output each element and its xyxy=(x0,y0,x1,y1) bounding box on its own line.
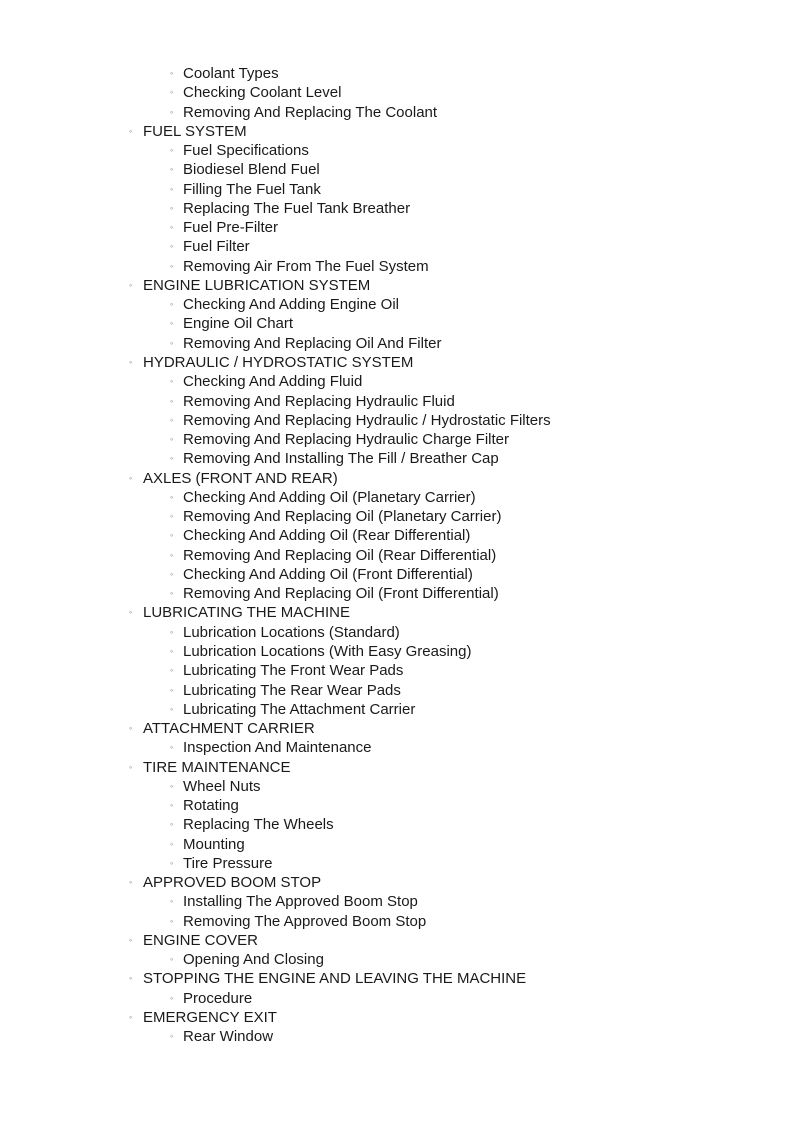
bullet-icon: ◦ xyxy=(129,279,133,290)
bullet-icon: ◦ xyxy=(129,356,133,367)
outline-subitem xyxy=(0,430,794,449)
outline-subitem xyxy=(0,488,794,507)
outline-subitem xyxy=(0,642,794,661)
bullet-icon: ◦ xyxy=(170,491,174,502)
bullet-icon: ◦ xyxy=(170,703,174,714)
subitem-label: Opening And Closing xyxy=(183,951,324,969)
bullet-icon: ◦ xyxy=(129,125,133,136)
outline-section xyxy=(0,122,794,141)
bullet-icon: ◦ xyxy=(170,549,174,560)
outline-section xyxy=(0,873,794,892)
subitem-label: Procedure xyxy=(183,989,253,1007)
bullet-icon: ◦ xyxy=(170,337,174,348)
outline-subitem xyxy=(0,835,794,854)
bullet-icon: ◦ xyxy=(170,568,174,579)
outline-subitem xyxy=(0,546,794,565)
bullet-icon: ◦ xyxy=(170,434,174,445)
subitem-label: Removing And Replacing Oil (Rear Differential) xyxy=(183,546,497,564)
subitem-label: Filling The Fuel Tank xyxy=(183,180,321,198)
outline-subitem xyxy=(0,314,794,333)
bullet-icon: ◦ xyxy=(170,1031,174,1042)
subitem-label: Removing And Replacing The Coolant xyxy=(183,103,438,121)
outline-subitem xyxy=(0,411,794,430)
subitem-label: Lubricating The Rear Wear Pads xyxy=(183,681,401,699)
outline-subitem xyxy=(0,237,794,256)
bullet-icon: ◦ xyxy=(170,395,174,406)
subitem-label: Coolant Types xyxy=(183,65,279,82)
bullet-icon: ◦ xyxy=(129,877,133,888)
outline-subitem xyxy=(0,334,794,353)
outline-subitem xyxy=(0,507,794,526)
subitem-label: Checking And Adding Oil (Front Differential) xyxy=(183,565,473,583)
outline-subitem xyxy=(0,160,794,179)
outline-section xyxy=(0,969,794,988)
subitem-label: Engine Oil Chart xyxy=(183,315,294,333)
subitem-label: Wheel Nuts xyxy=(183,777,261,795)
section-title: EMERGENCY EXIT xyxy=(143,1009,277,1027)
outline-subitem xyxy=(0,1027,794,1046)
subitem-label: Fuel Pre-Filter xyxy=(183,219,279,237)
bullet-icon: ◦ xyxy=(170,645,174,656)
outline-section xyxy=(0,1008,794,1027)
outline-subitem xyxy=(0,623,794,642)
subitem-label: Lubricating The Attachment Carrier xyxy=(183,700,416,718)
outline-section xyxy=(0,931,794,950)
bullet-icon: ◦ xyxy=(170,68,174,78)
bullet-icon: ◦ xyxy=(170,202,174,213)
bullet-icon: ◦ xyxy=(170,800,174,811)
bullet-icon: ◦ xyxy=(129,973,133,984)
section-title: TIRE MAINTENANCE xyxy=(143,758,291,776)
subitem-label: Checking Coolant Level xyxy=(183,84,342,102)
bullet-icon: ◦ xyxy=(170,511,174,522)
outline-subitem xyxy=(0,892,794,911)
subitem-label: Lubricating The Front Wear Pads xyxy=(183,662,404,680)
bullet-icon: ◦ xyxy=(170,684,174,695)
outline-subitem xyxy=(0,565,794,584)
outline-subitem xyxy=(0,526,794,545)
outline-subitem xyxy=(0,218,794,237)
bullet-icon: ◦ xyxy=(170,857,174,868)
outline-section xyxy=(0,276,794,295)
outline-subitem xyxy=(0,392,794,411)
subitem-label: Tire Pressure xyxy=(183,854,273,872)
bullet-icon: ◦ xyxy=(170,626,174,637)
bullet-icon: ◦ xyxy=(170,588,174,599)
section-title: APPROVED BOOM STOP xyxy=(143,874,322,892)
bullet-icon: ◦ xyxy=(170,145,174,156)
subitem-label: Fuel Specifications xyxy=(183,142,309,160)
bullet-icon: ◦ xyxy=(170,742,174,753)
outline-subitem xyxy=(0,449,794,468)
subitem-label: Removing And Replacing Oil (Front Differential) xyxy=(183,585,499,603)
subitem-label: Replacing The Fuel Tank Breather xyxy=(183,199,411,217)
document-page xyxy=(0,64,794,1047)
subitem-label: Removing The Approved Boom Stop xyxy=(183,912,427,930)
outline-subitem xyxy=(0,700,794,719)
subitem-label: Rear Window xyxy=(183,1028,274,1046)
outline-subitem xyxy=(0,815,794,834)
section-title: FUEL SYSTEM xyxy=(143,122,247,140)
bullet-icon: ◦ xyxy=(170,414,174,425)
bullet-icon: ◦ xyxy=(170,376,174,387)
bullet-icon: ◦ xyxy=(129,761,133,772)
bullet-icon: ◦ xyxy=(170,164,174,175)
bullet-icon: ◦ xyxy=(170,453,174,464)
outline-subitem xyxy=(0,796,794,815)
outline-subitem xyxy=(0,372,794,391)
bullet-icon: ◦ xyxy=(170,992,174,1003)
outline-subitem xyxy=(0,989,794,1008)
bullet-icon: ◦ xyxy=(170,530,174,541)
subitem-label: Checking And Adding Oil (Planetary Carrier) xyxy=(183,488,476,506)
subitem-label: Replacing The Wheels xyxy=(183,816,334,834)
subitem-label: Checking And Adding Oil (Rear Differential) xyxy=(183,527,471,545)
bullet-icon: ◦ xyxy=(170,780,174,791)
outline-subitem xyxy=(0,64,794,83)
bullet-icon: ◦ xyxy=(129,723,133,734)
outline-subitem xyxy=(0,777,794,796)
outline-subitem xyxy=(0,584,794,603)
section-title: HYDRAULIC / HYDROSTATIC SYSTEM xyxy=(143,353,414,371)
subitem-label: Inspection And Maintenance xyxy=(183,739,372,757)
section-title: AXLES (FRONT AND REAR) xyxy=(143,469,338,487)
outline-section xyxy=(0,469,794,488)
outline-subitem xyxy=(0,681,794,700)
outline-subitem xyxy=(0,199,794,218)
subitem-label: Removing And Replacing Oil (Planetary Carrier) xyxy=(183,508,502,526)
outline-subitem xyxy=(0,661,794,680)
subitem-label: Mounting xyxy=(183,835,245,853)
bullet-icon: ◦ xyxy=(170,183,174,194)
bullet-icon: ◦ xyxy=(170,299,174,310)
outline-subitem xyxy=(0,295,794,314)
bullet-icon: ◦ xyxy=(170,954,174,965)
outline-subitem xyxy=(0,738,794,757)
bullet-icon: ◦ xyxy=(170,260,174,271)
bullet-icon: ◦ xyxy=(129,607,133,618)
subitem-label: Biodiesel Blend Fuel xyxy=(183,161,320,179)
section-title: LUBRICATING THE MACHINE xyxy=(143,604,350,622)
bullet-icon: ◦ xyxy=(170,241,174,252)
outline-subitem xyxy=(0,180,794,199)
outline-subitem xyxy=(0,912,794,931)
subitem-label: Removing And Replacing Hydraulic / Hydrostatic Filters xyxy=(183,411,551,429)
bullet-icon: ◦ xyxy=(170,87,174,98)
outline-subitem xyxy=(0,854,794,873)
subitem-label: Removing And Replacing Hydraulic Fluid xyxy=(183,392,455,410)
outline-section xyxy=(0,603,794,622)
subitem-label: Lubrication Locations (With Easy Greasing) xyxy=(183,642,472,660)
subitem-label: Checking And Adding Engine Oil xyxy=(183,296,399,314)
section-title: STOPPING THE ENGINE AND LEAVING THE MACHINE xyxy=(143,970,527,988)
subitem-label: Rotating xyxy=(183,797,239,815)
subitem-label: Removing And Replacing Oil And Filter xyxy=(183,334,442,352)
bullet-icon: ◦ xyxy=(170,896,174,907)
bullet-icon: ◦ xyxy=(170,318,174,329)
outline-subitem xyxy=(0,141,794,160)
subitem-label: Removing And Replacing Hydraulic Charge Filter xyxy=(183,431,509,449)
section-title: ENGINE COVER xyxy=(143,931,259,949)
subitem-label: Installing The Approved Boom Stop xyxy=(183,893,418,911)
outline-subitem xyxy=(0,103,794,122)
bullet-icon: ◦ xyxy=(170,915,174,926)
bullet-icon: ◦ xyxy=(129,934,133,945)
outline-subitem xyxy=(0,83,794,102)
subitem-label: Lubrication Locations (Standard) xyxy=(183,623,400,641)
outline-section xyxy=(0,353,794,372)
bullet-icon: ◦ xyxy=(170,222,174,233)
outline-subitem xyxy=(0,257,794,276)
section-title: ATTACHMENT CARRIER xyxy=(143,720,315,738)
outline-section xyxy=(0,758,794,777)
bullet-icon: ◦ xyxy=(129,1012,133,1023)
outline-section xyxy=(0,719,794,738)
bullet-icon: ◦ xyxy=(170,665,174,676)
bullet-icon: ◦ xyxy=(170,819,174,830)
bullet-icon: ◦ xyxy=(170,838,174,849)
subitem-label: Checking And Adding Fluid xyxy=(183,373,363,391)
subitem-label: Fuel Filter xyxy=(183,238,250,256)
bullet-icon: ◦ xyxy=(129,472,133,483)
subitem-label: Removing Air From The Fuel System xyxy=(183,257,429,275)
outline-subitem xyxy=(0,950,794,969)
bullet-icon: ◦ xyxy=(170,106,174,117)
subitem-label: Removing And Installing The Fill / Breather Cap xyxy=(183,450,499,468)
outline-list xyxy=(0,64,794,1047)
section-title: ENGINE LUBRICATION SYSTEM xyxy=(143,276,371,294)
